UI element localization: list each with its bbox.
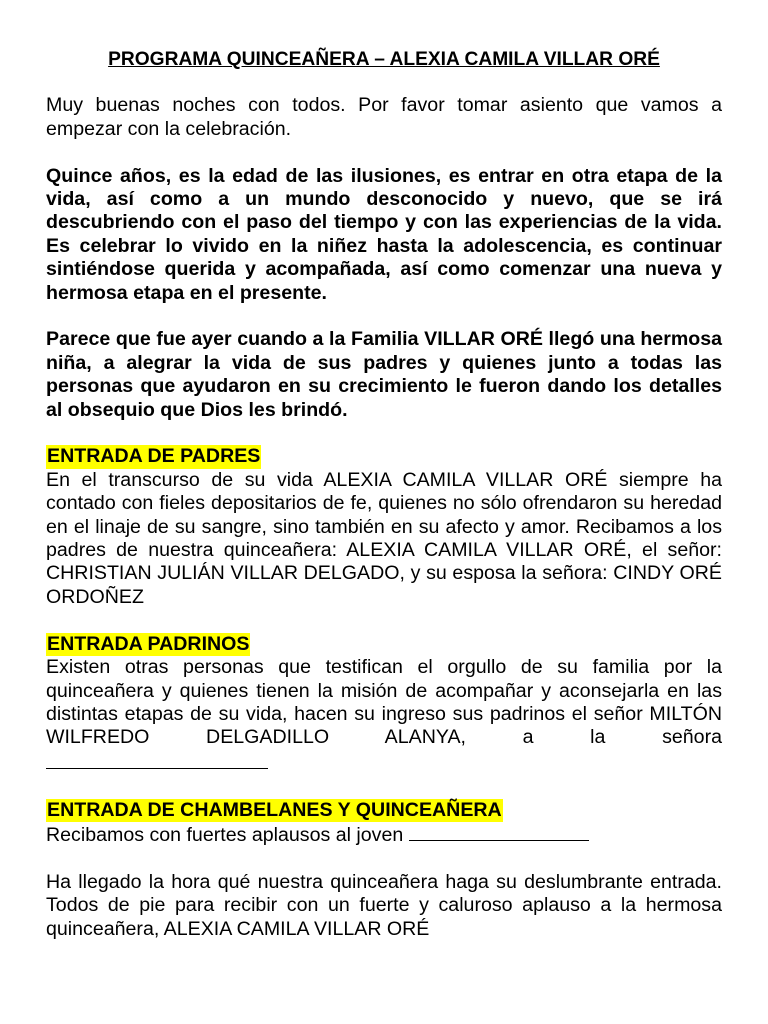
spacer: [46, 141, 722, 164]
spacer: [46, 609, 722, 632]
section-padrinos: [46, 633, 722, 656]
document-title: PROGRAMA QUINCEAÑERA – ALEXIA CAMILA VILLAR ORÉ: [108, 49, 660, 70]
chambelanes-text: Recibamos con fuertes aplausos al joven: [46, 823, 404, 846]
closing-paragraph: Ha llegado la hora qué nuestra quinceañera haga su deslumbrante entrada. Todos de pie para recibir con un fuerte y caluroso aplauso a la hermosa quinceañera, ALEXIA CAMILA VILLAR ORÉ: [46, 870, 722, 940]
padres-paragraph: En el transcurso de su vida ALEXIA CAMILA VILLAR ORÉ siempre ha contado con fieles depositarios de fe, quienes no sólo ofrendaron su heredad en el linaje de su sangre, sino también en su afecto y amor. Recibamos a los padres de nuestra quinceañera: ALEXIA CAMILA VILLAR ORÉ, el señor: CHRISTIAN JULIÁN VILLAR DELGADO, y su esposa la señora: CINDY ORÉ ORDOÑEZ: [46, 468, 722, 608]
padrinos-paragraph: Existen otras personas que testifican el orgullo de su familia por la quinceañera y quienes tienen la misión de acompañar y aconsejarla en las distintas etapas de su vida, hacen su ingreso sus padrinos el señor MILTÓN WILFREDO DELGADILLO ALANYA, a la señora: [46, 656, 722, 749]
section-chambelanes: [46, 799, 722, 822]
fill-in-blank-line: [46, 750, 268, 769]
padrinos-signature-line-row: [46, 750, 722, 775]
chambelanes-line: [46, 822, 722, 847]
spacer: [46, 847, 722, 870]
heading-entrada-padrinos: ENTRADA PADRINOS: [47, 632, 250, 655]
spacer: [46, 305, 722, 328]
intro-paragraph: Muy buenas noches con todos. Por favor tomar asiento que vamos a empezar con la celebración.: [46, 94, 722, 140]
fill-in-blank-line: [409, 822, 589, 841]
spacer: [46, 422, 722, 445]
quince-anos-paragraph: Quince años, es la edad de las ilusiones, es entrar en otra etapa de la vida, así como a un mundo desconocido y nuevo, que se irá descubriendo con el paso del tiempo y con las experiencias de la vida. Es celebrar lo vivido en la niñez hasta la adolescencia, es continuar sintiéndose querida y acompañada, así como comenzar una nueva y hermosa etapa en el presente.: [46, 164, 722, 304]
heading-entrada-chambelanes: ENTRADA DE CHAMBELANES Y QUINCEAÑERA: [47, 798, 502, 821]
familia-paragraph: Parece que fue ayer cuando a la Familia VILLAR ORÉ llegó una hermosa niña, a alegrar la vida de sus padres y quienes junto a todas las personas que ayudaron en su crecimiento le fueron dando los detalles al obsequio que Dios les brindó.: [46, 328, 722, 421]
section-padres: [46, 445, 722, 468]
spacer: [46, 775, 722, 798]
heading-entrada-padres: ENTRADA DE PADRES: [47, 445, 261, 468]
document-page: [46, 48, 722, 941]
